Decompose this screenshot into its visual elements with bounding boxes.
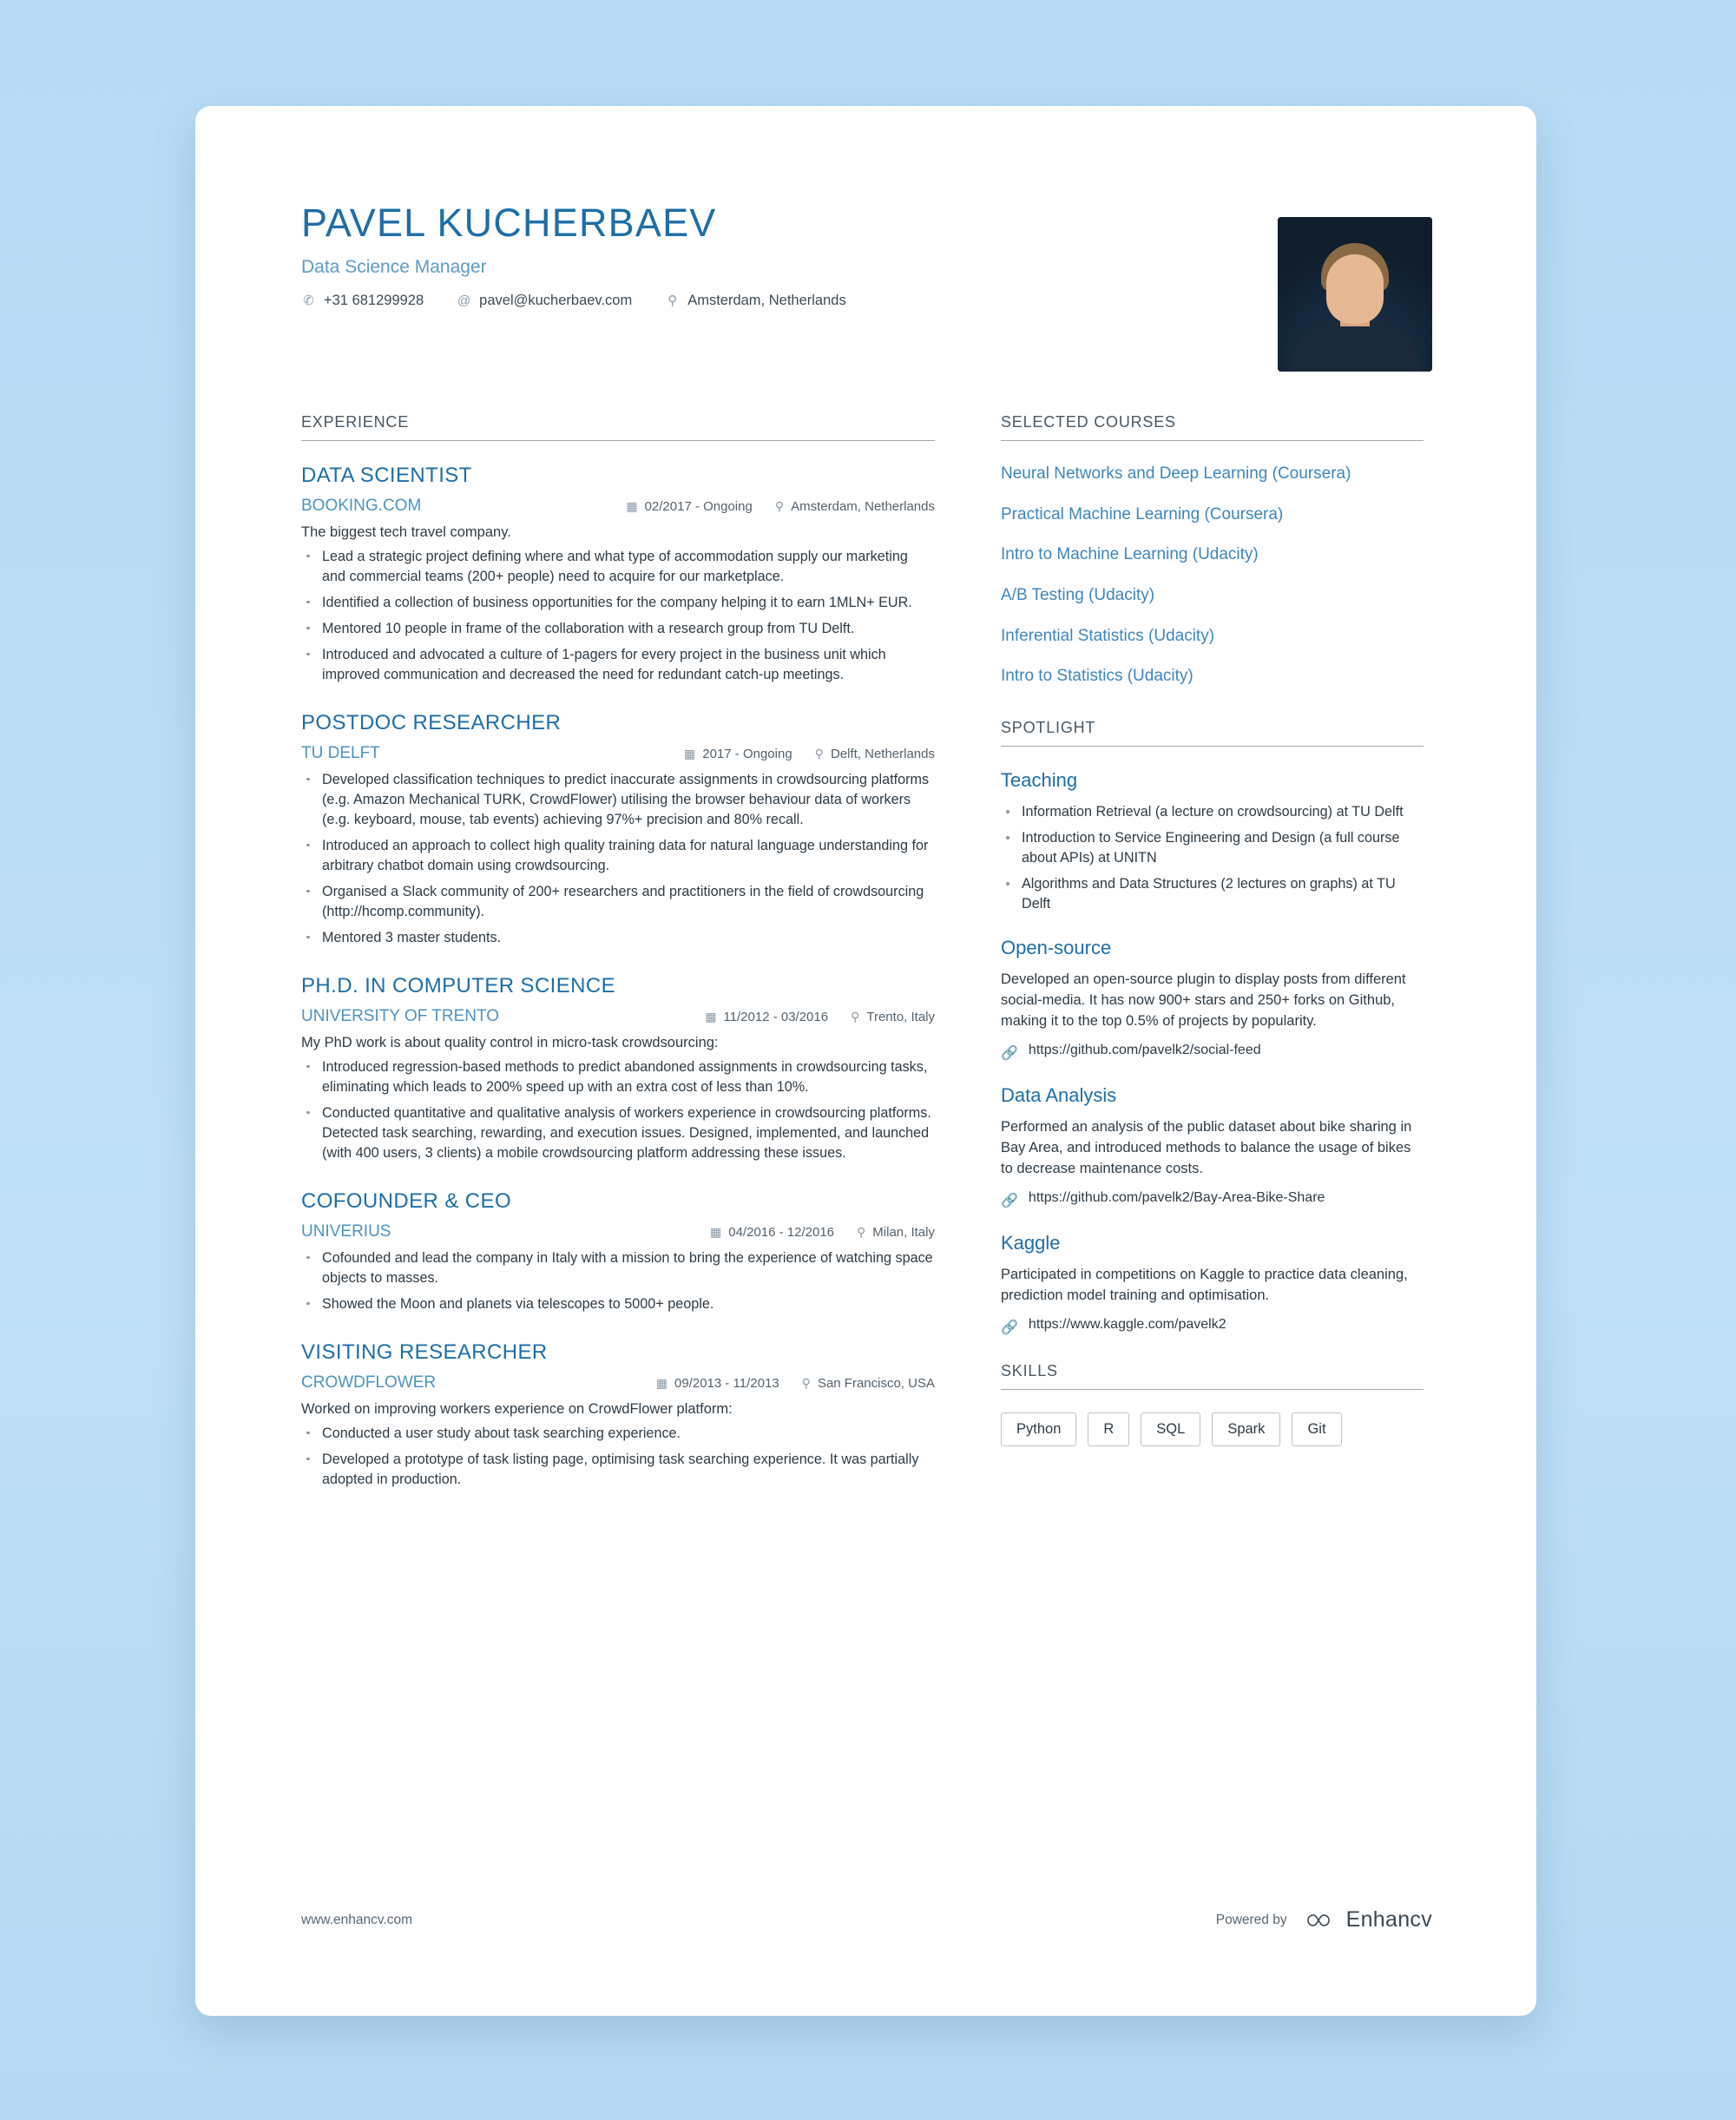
skill-tag: R xyxy=(1088,1412,1129,1446)
entry-dates-value: 2017 - Ongoing xyxy=(702,746,792,761)
entry-dates xyxy=(626,499,753,514)
list-item: Introduced and advocated a culture of 1-pagers for every project in the business unit which improved communication and decreased the need for redundant catch-up meetings. xyxy=(301,645,935,685)
contact-phone xyxy=(301,293,424,309)
pin-icon: ⚲ xyxy=(857,1224,866,1239)
entry-location xyxy=(775,499,935,514)
list-item: Information Retrieval (a lecture on crowdsourcing) at TU Delft xyxy=(1001,802,1424,822)
spotlight-text: Participated in competitions on Kaggle to practice data cleaning, prediction model training and optimisation. xyxy=(1001,1266,1408,1303)
entry-location xyxy=(857,1225,935,1240)
spotlight-title: Kaggle xyxy=(1001,1231,1061,1254)
entry-dates xyxy=(710,1225,834,1240)
section-title-spotlight: SPOTLIGHT xyxy=(1001,719,1424,747)
list-item: Developed classification techniques to predict inaccurate assignments in crowdsourcing platforms (e.g. Amazon Mechanical TURK, CrowdFlower) utilising the browser behaviour data of workers (e.g. keyboard, mouse, tab events) achieving 97%+ precision and 80% recall. xyxy=(301,770,935,830)
calendar-icon: ▦ xyxy=(684,746,696,760)
entry-bullets xyxy=(301,1424,935,1490)
page-title: PAVEL KUCHERBAEV xyxy=(301,201,717,245)
spotlight-link-url[interactable]: https://github.com/pavelk2/Bay-Area-Bike-Share xyxy=(1028,1189,1325,1205)
list-item: Conducted a user study about task searching experience. xyxy=(301,1424,935,1444)
spotlight-title: Open-source xyxy=(1001,937,1112,959)
entry-dates-value: 11/2012 - 03/2016 xyxy=(723,1009,829,1024)
list-item: Introduced an approach to collect high quality training data for natural language understanding for arbitrary chatbot domain using crowdsourcing. xyxy=(301,836,935,876)
course-item[interactable]: Inferential Statistics (Udacity) xyxy=(1001,626,1215,645)
experience-entry xyxy=(301,1340,935,1490)
skill-tag: Git xyxy=(1292,1412,1341,1446)
spotlight-link[interactable] xyxy=(1001,1043,1424,1062)
section-title-experience: EXPERIENCE xyxy=(301,413,935,441)
experience-column xyxy=(301,413,935,1516)
entry-dates xyxy=(656,1376,779,1391)
entry-description: The biggest tech travel company. xyxy=(301,524,511,540)
list-item: Introduction to Service Engineering and Design (a full course about APIs) at UNITN xyxy=(1001,828,1424,868)
entry-title: VISITING RESEARCHER xyxy=(301,1340,548,1364)
entry-bullets xyxy=(301,547,935,685)
link-icon: 🔗 xyxy=(1001,1193,1018,1208)
entry-company[interactable]: CROWDFLOWER xyxy=(301,1373,437,1392)
entry-bullets xyxy=(301,1248,935,1314)
entry-description: Worked on improving workers experience on CrowdFlower platform: xyxy=(301,1400,733,1417)
entry-dates xyxy=(684,747,792,761)
entry-location xyxy=(802,1376,935,1391)
entry-description: My PhD work is about quality control in micro-task crowdsourcing: xyxy=(301,1034,719,1050)
entry-dates xyxy=(705,1010,828,1024)
job-title: Data Science Manager xyxy=(301,256,487,277)
entry-title: PH.D. IN COMPUTER SCIENCE xyxy=(301,973,616,997)
resume-document xyxy=(195,106,1536,2016)
list-item: Identified a collection of business opportunities for the company helping it to earn 1MLN+ EUR. xyxy=(301,593,935,613)
link-icon: 🔗 xyxy=(1001,1045,1018,1061)
course-item[interactable]: Intro to Machine Learning (Udacity) xyxy=(1001,545,1259,564)
spotlight-block-kaggle xyxy=(1001,1232,1424,1336)
entry-location-value: Amsterdam, Netherlands xyxy=(791,499,935,514)
list-item: Developed a prototype of task listing page, optimising task searching experience. It was partially adopted in production. xyxy=(301,1450,935,1490)
contact-location xyxy=(665,293,846,309)
list-item: Introduced regression-based methods to predict abandoned assignments in crowdsourcing tasks, eliminating which leads to 200% speed up with an extra cost of less than 10%. xyxy=(301,1057,935,1097)
experience-entry xyxy=(301,974,935,1163)
experience-entry xyxy=(301,1189,935,1314)
entry-location xyxy=(815,747,935,761)
entry-dates-value: 02/2017 - Ongoing xyxy=(644,499,753,514)
sidebar-column xyxy=(1001,413,1424,1516)
skill-tag: SQL xyxy=(1141,1412,1200,1446)
pin-icon: ⚲ xyxy=(814,746,824,760)
experience-entry xyxy=(301,711,935,948)
entry-location-value: San Francisco, USA xyxy=(817,1375,935,1391)
calendar-icon: ▦ xyxy=(626,499,638,513)
skill-tag: Spark xyxy=(1212,1412,1280,1446)
entry-dates-value: 09/2013 - 11/2013 xyxy=(674,1375,779,1391)
pin-icon: ⚲ xyxy=(667,293,678,308)
link-icon: 🔗 xyxy=(1001,1320,1018,1335)
powered-by-label: Powered by xyxy=(1215,1912,1287,1927)
calendar-icon: ▦ xyxy=(710,1224,722,1239)
entry-company[interactable]: UNIVERSITY OF TRENTO xyxy=(301,1006,500,1025)
email-value: pavel@kucherbaev.com xyxy=(479,292,633,308)
pin-icon: ⚲ xyxy=(774,499,785,513)
phone-icon: ✆ xyxy=(303,293,314,308)
list-item: Lead a strategic project defining where and what type of accommodation supply our marketing and commercial teams (200+ people) need to acquire for our marketplace. xyxy=(301,547,935,587)
spotlight-text: Developed an open-source plugin to display posts from different social-media. It has now 900+ stars and 250+ forks on Github, making it to the top 0.5% of projects by popularity. xyxy=(1001,971,1406,1029)
list-item: Algorithms and Data Structures (2 lectures on graphs) at TU Delft xyxy=(1001,874,1424,914)
spotlight-block-teaching xyxy=(1001,769,1424,914)
entry-title: DATA SCIENTIST xyxy=(301,464,472,487)
location-value: Amsterdam, Netherlands xyxy=(687,292,846,308)
course-item[interactable]: Neural Networks and Deep Learning (Coursera) xyxy=(1001,464,1351,483)
spotlight-block-open-source xyxy=(1001,937,1424,1062)
spotlight-bullets xyxy=(1001,802,1424,914)
list-item: Cofounded and lead the company in Italy with a mission to bring the experience of watching space objects to masses. xyxy=(301,1248,935,1288)
entry-bullets xyxy=(301,1057,935,1163)
spotlight-link[interactable] xyxy=(1001,1317,1424,1336)
list-item: Mentored 3 master students. xyxy=(301,928,935,948)
spotlight-link-url[interactable]: https://github.com/pavelk2/social-feed xyxy=(1028,1042,1261,1057)
spotlight-link-url[interactable]: https://www.kaggle.com/pavelk2 xyxy=(1028,1316,1226,1332)
list-item: Conducted quantitative and qualitative analysis of workers experience in crowdsourcing platforms. Detected task searching, rewarding, and execution issues. Designed, implemented, and launched (with 400 users, 3 clients) a mobile crowdsourcing platform addressing these issues. xyxy=(301,1103,935,1163)
entry-company[interactable]: TU DELFT xyxy=(301,743,380,762)
phone-value: +31 681299928 xyxy=(324,292,424,308)
experience-entry xyxy=(301,464,935,685)
list-item: Mentored 10 people in frame of the collaboration with a research group from TU Delft. xyxy=(301,619,935,639)
brand-name: Enhancv xyxy=(1345,1907,1432,1932)
section-title-courses: SELECTED COURSES xyxy=(1001,413,1424,441)
contact-email xyxy=(457,293,632,309)
entry-title: COFOUNDER & CEO xyxy=(301,1188,512,1213)
enhancv-logo xyxy=(1301,1907,1432,1932)
resume-header xyxy=(301,201,1432,384)
section-title-skills: SKILLS xyxy=(1001,1362,1424,1390)
infinity-icon xyxy=(1301,1910,1336,1931)
contact-row xyxy=(301,293,1432,309)
entry-company[interactable]: UNIVERIUS xyxy=(301,1221,391,1241)
entry-bullets xyxy=(301,770,935,948)
spotlight-text: Performed an analysis of the public dataset about bike sharing in Bay Area, and introduced methods to balance the usage of bikes to decrease maintenance costs. xyxy=(1001,1118,1412,1176)
spotlight-title: Teaching xyxy=(1001,769,1078,792)
entry-location-value: Delft, Netherlands xyxy=(830,746,935,761)
course-item[interactable]: A/B Testing (Udacity) xyxy=(1001,586,1155,605)
entry-location xyxy=(851,1010,935,1024)
spotlight-block-data-analysis xyxy=(1001,1084,1424,1209)
skill-tag: Python xyxy=(1001,1412,1076,1446)
pin-icon: ⚲ xyxy=(851,1009,860,1024)
pin-icon: ⚲ xyxy=(801,1375,811,1390)
calendar-icon: ▦ xyxy=(705,1009,717,1024)
spotlight-link[interactable] xyxy=(1001,1190,1424,1209)
skills-list xyxy=(1001,1412,1424,1446)
course-item[interactable]: Practical Machine Learning (Coursera) xyxy=(1001,504,1284,523)
entry-location-value: Trento, Italy xyxy=(866,1009,935,1024)
list-item: Showed the Moon and planets via telescopes to 5000+ people. xyxy=(301,1294,935,1314)
avatar xyxy=(1278,217,1432,372)
resume-footer xyxy=(301,1907,1432,1932)
entry-location-value: Milan, Italy xyxy=(872,1224,935,1240)
list-item: Organised a Slack community of 200+ researchers and practitioners in the field of crowdsourcing (http://hcomp.community). xyxy=(301,882,935,922)
course-item[interactable]: Intro to Statistics (Udacity) xyxy=(1001,667,1194,686)
calendar-icon: ▦ xyxy=(655,1375,667,1390)
spotlight-title: Data Analysis xyxy=(1001,1083,1117,1106)
entry-company[interactable]: BOOKING.COM xyxy=(301,497,422,515)
entry-title: POSTDOC RESEARCHER xyxy=(301,710,562,734)
footer-website[interactable]: www.enhancv.com xyxy=(301,1912,413,1927)
email-icon: @ xyxy=(457,293,471,308)
entry-dates-value: 04/2016 - 12/2016 xyxy=(728,1224,835,1240)
